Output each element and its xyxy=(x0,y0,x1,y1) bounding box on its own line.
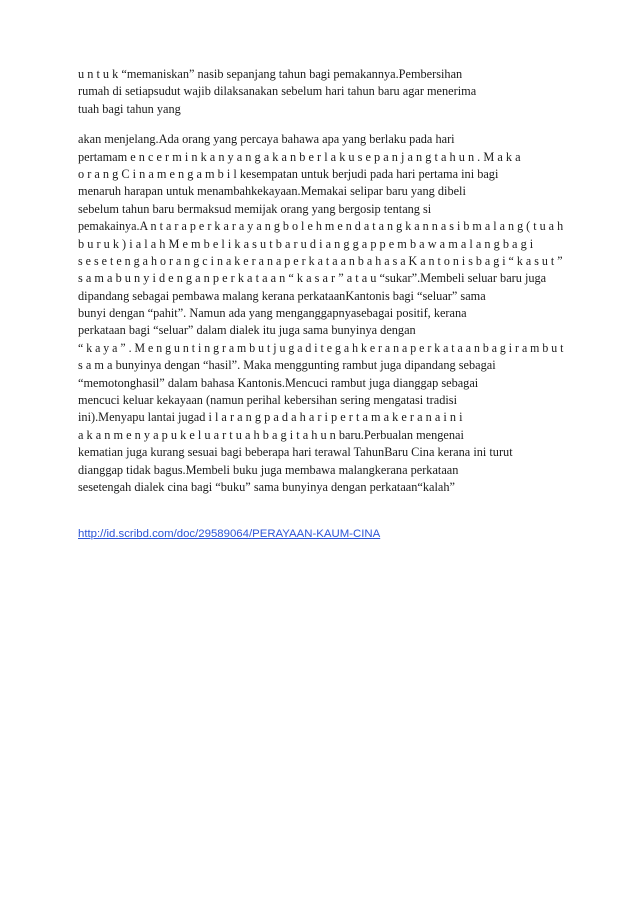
text-line: s e s e t e n g a h o r a n g c i n a k e r a n a p e r k a t a a n b a h a s a K a n t o n i s b a g i “ k a s u t ” xyxy=(78,253,563,268)
text-line: akan menjelang.Ada orang yang percaya bahawa apa yang berlaku pada hari xyxy=(78,132,455,147)
text-line: dianggap tidak bagus.Membeli buku juga membawa malangkerana perkataan xyxy=(78,462,459,477)
text-line: sesetengah dialek cina bagi “buku” sama bunyinya dengan perkataan“kalah” xyxy=(78,479,455,494)
text-line: perkataan bagi “seluar” dalam dialek itu juga sama bunyinya dengan xyxy=(78,323,416,338)
text-line: o r a n g C i n a m e n g a m b i l kesempatan untuk berjudi pada hari pertama ini bagi xyxy=(78,166,499,181)
text-line: “ k a y a ” . M e n g u n t i n g r a m b u t j u g a d i t e g a h k e r a n a p e r k a t a a n b a g i r a m b u t xyxy=(78,340,564,355)
text-line: dipandang sebagai pembawa malang kerana perkataanKantonis bagi “seluar” sama xyxy=(78,288,486,303)
text-line: s a m a b u n y i d e n g a n p e r k a t a a n “ k a s a r ” a t a u “sukar”.Membeli seluar baru juga xyxy=(78,271,547,286)
text-line: bunyi dengan “pahit”. Namun ada yang menganggapnyasebagai positif, kerana xyxy=(78,306,467,321)
text-line: s a m a bunyinya dengan “hasil”. Maka menggunting rambut juga dipandang sebagai xyxy=(78,358,496,373)
link-gap xyxy=(78,496,563,526)
text-line: mencuci keluar kekayaan (namun perihal kebersihan sering mengatasi tradisi xyxy=(78,393,458,408)
source-link[interactable]: http://id.scribd.com/doc/29589064/PERAYAAN-KAUM-CINA xyxy=(78,528,381,541)
text-line: rumah di setiapsudut wajib dilaksanakan sebelum hari tahun baru agar menerima xyxy=(78,84,477,99)
text-line: kematian juga kurang sesuai bagi beberapa hari terawal TahunBaru Cina kerana ini turut xyxy=(78,445,513,460)
text-line: b u r u k ) i a l a h M e m b e l i k a s u t b a r u d i a n g g a p p e m b a w a m a l a n g b a g i xyxy=(78,236,534,251)
text-line: “memotonghasil” dalam bahasa Kantonis.Mencuci rambut juga dianggap sebagai xyxy=(78,375,479,390)
text-line: pemakainya.A n t a r a p e r k a r a y a n g b o l e h m e n d a t a n g k a n n a s i b m a l a n g ( t u a h xyxy=(78,219,564,234)
text-line: ini).Menyapu lantai jugad i l a r a n g p a d a h a r i p e r t a m a k e r a n a i n i xyxy=(78,410,463,425)
paragraph-main xyxy=(78,131,563,496)
text-line: pertamam e n c e r m i n k a n y a n g a k a n b e r l a k u s e p a n j a n g t a h u n . M a k a xyxy=(78,149,521,164)
paragraph-gap xyxy=(78,118,563,131)
text-line: tuah bagi tahun yang xyxy=(78,101,181,116)
text-line: u n t u k “memaniskan” nasib sepanjang tahun bagi pemakannya.Pembersihan xyxy=(78,67,463,81)
paragraph-intro xyxy=(78,66,563,118)
document-page xyxy=(78,66,563,542)
text-line: menaruh harapan untuk menambahkekayaan.Memakai selipar baru yang dibeli xyxy=(78,184,466,199)
text-line: a k a n m e n y a p u k e l u a r t u a h b a g i t a h u n baru.Perbualan mengenai xyxy=(78,427,464,442)
text-line: sebelum tahun baru bermaksud memijak orang yang bergosip tentang si xyxy=(78,201,432,216)
